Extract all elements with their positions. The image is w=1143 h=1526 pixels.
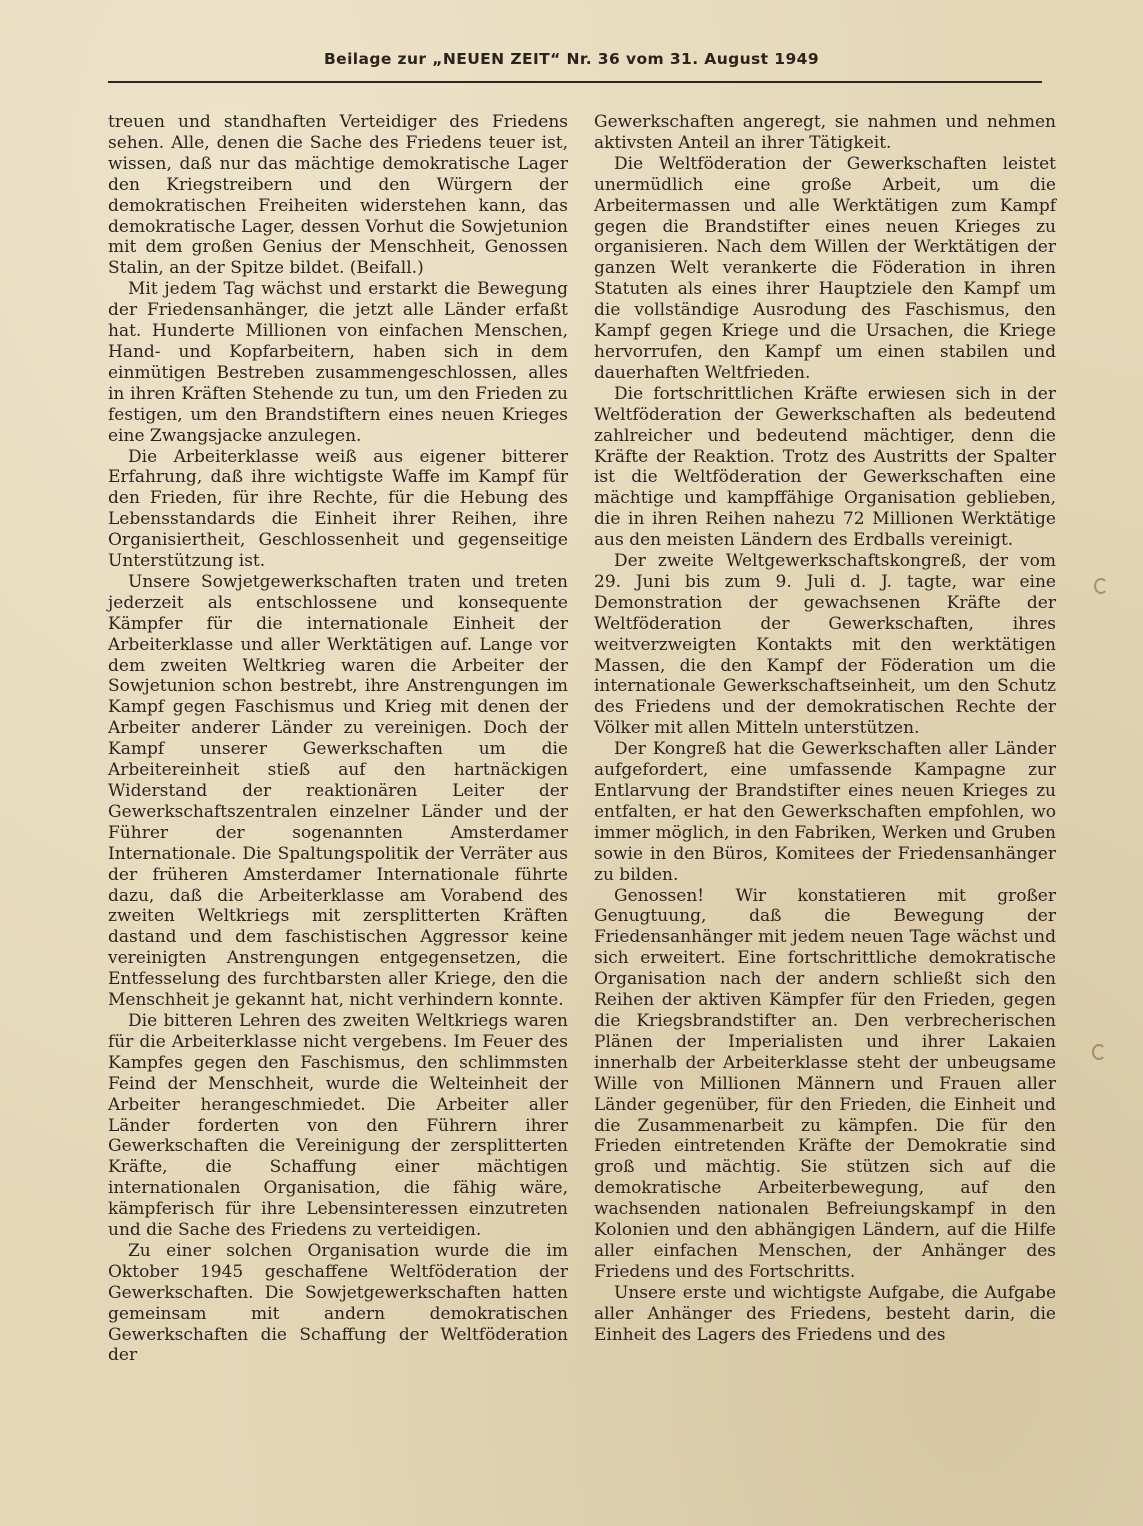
paragraph: Die Arbeiterklasse weiß aus eigener bitterer Erfahrung, daß ihre wichtigste Waffe im Kampf für den Frieden, für ihre Rechte, für die Hebung des Lebensstandards die Einheit ihrer Reihen, ihre Organisiertheit, Geschlossenheit und gegenseitige Unterstützung ist. [108, 446, 568, 572]
paragraph: Unsere Sowjetgewerkschaften traten und treten jederzeit als entschlossene und konsequente Kämpfer für die internationale Einheit der Arbeiterklasse und aller Werktätigen auf. Lange vor dem zweiten Weltkrieg waren die Arbeiter der Sowjetunion schon bestrebt, ihre Anstrengungen im Kampf gegen Faschismus und Krieg mit denen der Arbeiter anderer Länder zu vereinigen. Doch der Kampf unserer Gewerkschaften um die Arbeitereinheit stieß auf den hartnäckigen Widerstand der reaktionären Leiter der Gewerkschaftszentralen einzelner Länder und der Führer der sogenannten Amsterdamer Internationale. Die Spaltungspolitik der Verräter aus der früheren Amsterdamer Internationale führte dazu, daß die Arbeiterklasse am Vorabend des zweiten Weltkriegs mit zersplitterten Kräften dastand und dem faschistischen Aggressor keine vereinigten Anstrengungen entgegensetzen, die Entfesselung des furchtbarsten aller Kriege, den die Menschheit je gekannt hat, nicht verhindern konnte. [108, 571, 568, 1011]
left-column [108, 112, 568, 1366]
paper-mark [1092, 1044, 1106, 1060]
paragraph: Der zweite Weltgewerkschaftskongreß, der vom 29. Juni bis zum 9. Juli d. J. tagte, war eine Demonstration der gewachsenen Kräfte der Weltföderation der Gewerkschaften, ihres weitverzweigten Kontakts mit den werktätigen Massen, die den Kampf der Föderation um die internationale Gewerkschaftseinheit, um den Schutz des Friedens und der demokratischen Rechte der Völker mit allen Mitteln unterstützen. [594, 551, 1056, 739]
paragraph: treuen und standhaften Verteidiger des Friedens sehen. Alle, denen die Sache des Friedens teuer ist, wissen, daß nur das mächtige demokratische Lager den Kriegstreibern und den Würgern der demokratischen Freiheiten widerstehen kann, das demokratische Lager, dessen Vorhut die Sowjetunion mit dem großen Genius der Menschheit, Genossen Stalin, an der Spitze bildet. (Beifall.) [108, 112, 568, 279]
right-column [594, 112, 1056, 1345]
page-header: Beilage zur „NEUEN ZEIT“ Nr. 36 vom 31. August 1949 [323, 50, 820, 68]
paragraph: Unsere erste und wichtigste Aufgabe, die Aufgabe aller Anhänger des Friedens, besteht darin, die Einheit des Lagers des Friedens und des [594, 1282, 1056, 1345]
paper-mark [1094, 578, 1108, 594]
paragraph: Die Weltföderation der Gewerkschaften leistet unermüdlich eine große Arbeit, um die Arbeitermassen und alle Werktätigen zum Kampf gegen die Brandstifter eines neuen Krieges zu organisieren. Nach dem Willen der Werktätigen der ganzen Welt verankerte die Föderation in ihren Statuten als eines ihrer Hauptziele den Kampf um die vollständige Ausrodung des Faschismus, den Kampf gegen Kriege und die Ursachen, die Kriege hervorrufen, den Kampf um einen stabilen und dauerhaften Weltfrieden. [594, 153, 1056, 383]
paragraph: Gewerkschaften angeregt, sie nahmen und nehmen aktivsten Anteil an ihrer Tätigkeit. [594, 112, 1056, 153]
paragraph: Zu einer solchen Organisation wurde die im Oktober 1945 geschaffene Weltföderation der Gewerkschaften. Die Sowjetgewerkschaften hatten gemeinsam mit andern demokratischen Gewerkschaften die Schaffung der Weltföderation der [108, 1240, 568, 1366]
paragraph: Die bitteren Lehren des zweiten Weltkriegs waren für die Arbeiterklasse nicht vergebens. Im Feuer des Kampfes gegen den Faschismus, den schlimmsten Feind der Menschheit, wurde die Welteinheit der Arbeiter herangeschmiedet. Die Arbeiter aller Länder forderten von den Führern ihrer Gewerkschaften die Vereinigung der zersplitterten Kräfte, die Schaffung einer mächtigen internationalen Organisation, die fähig wäre, kämpferisch für ihre Lebensinteressen einzutreten und die Sache des Friedens zu verteidigen. [108, 1010, 568, 1241]
paragraph: Genossen! Wir konstatieren mit großer Genugtuung, daß die Bewegung der Friedensanhänger mit jedem neuen Tage wächst und sich erweitert. Eine fortschrittliche demokratische Organisation nach der andern schließt sich den Reihen der aktiven Kämpfer für den Frieden, gegen die Kriegsbrandstifter an. Den verbrecherischen Plänen der Imperialisten und ihrer Lakaien innerhalb der Arbeiterklasse steht der unbeugsame Wille von Millionen Männern und Frauen aller Länder gegenüber, für den Frieden, die Einheit und die Zusammenarbeit zu kämpfen. Die für den Frieden eintretenden Kräfte der Demokratie sind groß und mächtig. Sie stützen sich auf die demokratische Arbeiterbewegung, auf den wachsenden nationalen Befreiungskampf in den Kolonien und den abhängigen Ländern, auf die Hilfe aller einfachen Menschen, der Anhänger des Friedens und des Fortschritts. [594, 885, 1056, 1282]
paragraph: Der Kongreß hat die Gewerkschaften aller Länder aufgefordert, eine umfassende Kampagne zur Entlarvung der Brandstifter eines neuen Krieges zu entfalten, er hat den Gewerkschaften empfohlen, wo immer möglich, in den Fabriken, Werken und Gruben sowie in den Büros, Komitees der Friedensanhänger zu bilden. [594, 739, 1056, 885]
header-rule [108, 81, 1042, 83]
paragraph: Die fortschrittlichen Kräfte erwiesen sich in der Weltföderation der Gewerkschaften als bedeutend zahlreicher und bedeutend mächtiger, denn die Kräfte der Reaktion. Trotz des Austritts der Spalter ist die Weltföderation der Gewerkschaften eine mächtige und kampffähige Organisation geblieben, die in ihren Reihen nahezu 72 Millionen Werktätige aus den meisten Ländern des Erdballs vereinigt. [594, 383, 1056, 551]
paragraph: Mit jedem Tag wächst und erstarkt die Bewegung der Friedensanhänger, die jetzt alle Länder erfaßt hat. Hunderte Millionen von einfachen Menschen, Hand- und Kopfarbeitern, haben sich in dem einmütigen Bestreben zusammengeschlossen, alles in ihren Kräften Stehende zu tun, um den Frieden zu festigen, um den Brandstiftern eines neuen Krieges eine Zwangsjacke anzulegen. [108, 279, 568, 446]
